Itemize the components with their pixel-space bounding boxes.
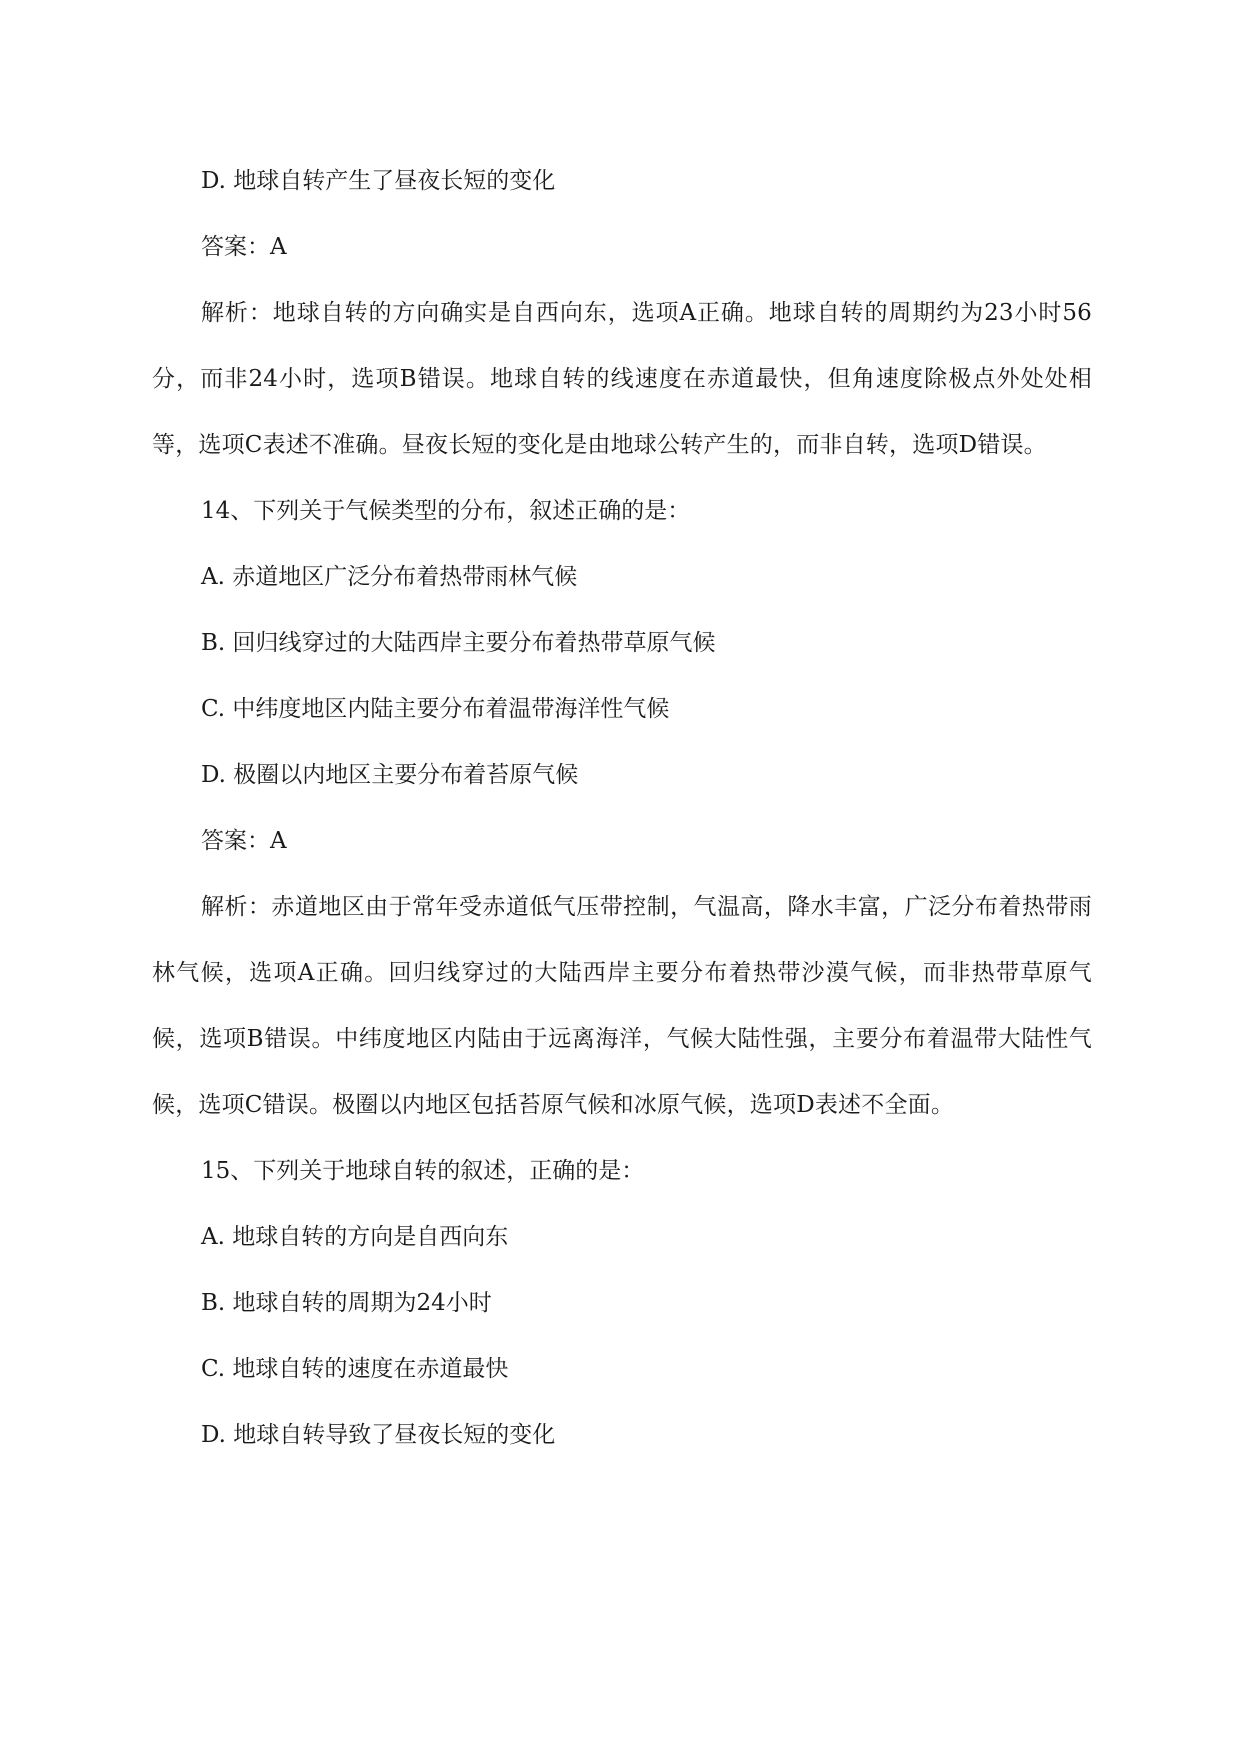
- q14-option-c: C. 中纬度地区内陆主要分布着温带海洋性气候: [201, 696, 670, 722]
- q14-answer: 答案：A: [201, 828, 287, 854]
- q13-analysis: 解析：地球自转的方向确实是自西向东，选项A正确。地球自转的周期约为23小时56分，而非24小时，选项B错误。地球自转的线速度在赤道最快，但角速度除极点外处处相等，选项C表述不准确。昼夜长短的变化是由地球公转产生的，而非自转，选项D错误。: [152, 300, 1092, 458]
- q15-option-b: B. 地球自转的周期为24小时: [201, 1290, 492, 1316]
- q13-option-d: D. 地球自转产生了昼夜长短的变化: [201, 168, 556, 194]
- q15-option-a: A. 地球自转的方向是自西向东: [201, 1224, 509, 1250]
- q14-option-b: B. 回归线穿过的大陆西岸主要分布着热带草原气候: [201, 630, 716, 656]
- q14-option-a: A. 赤道地区广泛分布着热带雨林气候: [201, 564, 578, 590]
- q15-option-d: D. 地球自转导致了昼夜长短的变化: [201, 1422, 556, 1448]
- q14-analysis: 解析：赤道地区由于常年受赤道低气压带控制，气温高，降水丰富，广泛分布着热带雨林气候，选项A正确。回归线穿过的大陆西岸主要分布着热带沙漠气候，而非热带草原气候，选项B错误。中纬度地区内陆由于远离海洋，气候大陆性强，主要分布着温带大陆性气候，选项C错误。极圈以内地区包括苔原气候和冰原气候，选项D表述不全面。: [152, 894, 1092, 1118]
- q14-option-d: D. 极圈以内地区主要分布着苔原气候: [201, 762, 579, 788]
- q13-answer: 答案：A: [201, 234, 287, 260]
- q15-option-c: C. 地球自转的速度在赤道最快: [201, 1356, 509, 1382]
- document-page: [152, 148, 1092, 1468]
- q14-question: 14、下列关于气候类型的分布，叙述正确的是：: [201, 498, 691, 524]
- q15-question: 15、下列关于地球自转的叙述，正确的是：: [201, 1158, 645, 1184]
